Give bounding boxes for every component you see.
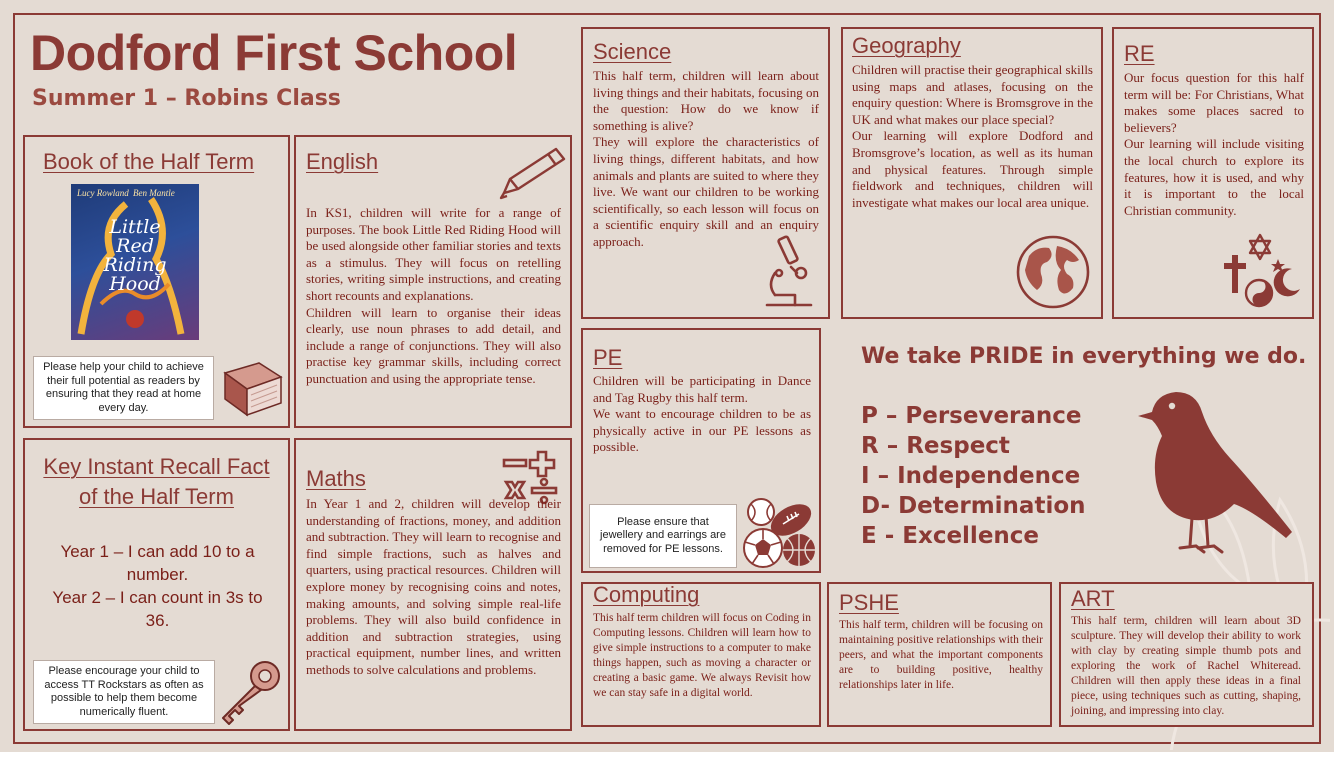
religion-symbols-icon xyxy=(1214,231,1306,313)
pe-note: Please ensure that jewellery and earrings are removed for PE lessons. xyxy=(589,504,737,568)
microscope-icon xyxy=(761,233,817,313)
english-heading: English xyxy=(306,149,379,174)
art-heading: ART xyxy=(1071,586,1115,611)
globe-icon xyxy=(1015,234,1091,310)
book-cover-author: Lucy Rowland xyxy=(77,188,129,198)
maths-body: In Year 1 and 2, children will develop their understanding of fractions, money, and addition and subtraction. They will learn to recognise and find simple fractions, such as halves and quarters, using practical resources. Children will explore money by recognising coins and notes, making amounts, and solving simple real-life problems. They will also build confidence in addition and subtraction strategies, using practical equipment, number lines, and written methods to solve calculations and problems. xyxy=(306,496,561,677)
kirf-year1: Year 1 – I can add 10 to a number. xyxy=(60,542,255,584)
kirf-heading: Key Instant Recall Fact of the Half Term xyxy=(43,454,270,509)
book-panel xyxy=(23,135,290,428)
pride-title: We take PRIDE in everything we do. xyxy=(861,344,1307,369)
sports-balls-icon xyxy=(741,494,817,570)
book-icon xyxy=(219,359,285,419)
robin-icon xyxy=(1134,386,1296,566)
pride-value-respect: R – Respect xyxy=(861,433,1010,459)
english-panel xyxy=(294,135,572,428)
science-heading: Science xyxy=(593,39,672,64)
book-note: Please help your child to achieve their full potential as readers by ensuring that they read at home every day. xyxy=(33,356,214,420)
maths-heading: Maths xyxy=(306,466,366,491)
pride-value-independence: I – Independence xyxy=(861,463,1081,489)
science-body: This half term, children will learn about living things and their habitats, focusing on the question: How do we know if something is alive? They will explore the characteristics of living things, different habitats, and how animals and plants are suited to where they live. We want our children to be working scientifically, so each lesson will focus on a scientific enquiry skill and an enquiry approach. xyxy=(593,68,819,249)
book-cover xyxy=(71,184,199,340)
re-panel xyxy=(1112,27,1314,319)
kirf-year2: Year 2 – I can count in 3s to 36. xyxy=(52,588,263,630)
pe-heading: PE xyxy=(593,345,623,370)
book-cover-title: Little Red Riding Hood xyxy=(103,216,167,295)
geography-body: Children will practise their geographical skills using maps and atlases, focusing on the enquiry question: Where is Bromsgrove in the UK and what makes our place special? Our learning will explore Dodford and Bromsgrove’s location, as well as its human and physical features. Through simple fieldwork and techniques, children will investigate what makes our local area unique. xyxy=(852,62,1093,210)
pride-value-excellence: E - Excellence xyxy=(861,523,1040,549)
art-body: This half term, children will learn about 3D sculpture. They will develop their ability to work with clay by creating simple thumb pots and exploring the work of Rachel Whiteread. Children will then apply these ideas in a final piece, using techniques such as cutting, shaping, joining, and impressing into clay. xyxy=(1071,615,1301,717)
school-name: Dodford First School xyxy=(30,25,518,81)
pe-body: Children will be participating in Dance and Tag Rugby this half term. We want to encourage children to be as physically active in our PE lessons as possible. xyxy=(593,373,811,455)
book-cover-illustrator: Ben Mantle xyxy=(133,188,175,198)
pshe-body: This half term, children will be focusing on maintaining positive relationships with their peers, and what the important components are to building positive, healthy relationships later in life. xyxy=(839,619,1043,691)
geography-heading: Geography xyxy=(852,33,961,58)
re-heading: RE xyxy=(1124,41,1155,66)
key-icon xyxy=(217,658,283,726)
computing-body: This half term children will focus on Coding in Computing lessons. Children will learn how to give simple instructions to a computer to make things happen, such as moving a character or creating a basic game. We always Revisit how we can stay safe in a digital world. xyxy=(593,612,811,699)
kirf-note: Please encourage your child to access TT Rockstars as often as possible to help them become numerically fluent. xyxy=(33,660,215,724)
class-subtitle: Summer 1 – Robins Class xyxy=(32,86,341,111)
pe-panel xyxy=(581,328,821,573)
pshe-panel xyxy=(827,582,1052,727)
pshe-heading: PSHE xyxy=(839,590,899,615)
pencil-icon xyxy=(496,143,570,201)
pride-value-determination: D- Determination xyxy=(861,493,1086,519)
geography-panel xyxy=(841,27,1103,319)
computing-heading: Computing xyxy=(593,582,700,607)
art-panel xyxy=(1059,582,1314,727)
science-panel xyxy=(581,27,830,319)
maths-panel xyxy=(294,438,572,731)
pride-value-perseverance: P – Perseverance xyxy=(861,403,1082,429)
computing-panel xyxy=(581,582,821,727)
kirf-panel xyxy=(23,438,290,731)
english-body: In KS1, children will write for a range of purposes. The book Little Red Riding Hood will be used alongside other familiar stories and texts as a stimulus. They will focus on retelling stories, writing simple instructions, and creating short recounts and explanations. Children will learn to organise their ideas clearly, use noun phrases to add detail, and include a range of conjunctions. They will also practise key grammar skills, including correct punctuation and using the appropriate tense. xyxy=(306,205,561,386)
book-heading: Book of the Half Term xyxy=(43,149,255,174)
re-body: Our focus question for this half term will be: For Christians, What makes some places sacred to believers? Our learning will include visiting the local church to explore its features, how it is used, and why it is important to the local Christian community. xyxy=(1124,70,1304,218)
